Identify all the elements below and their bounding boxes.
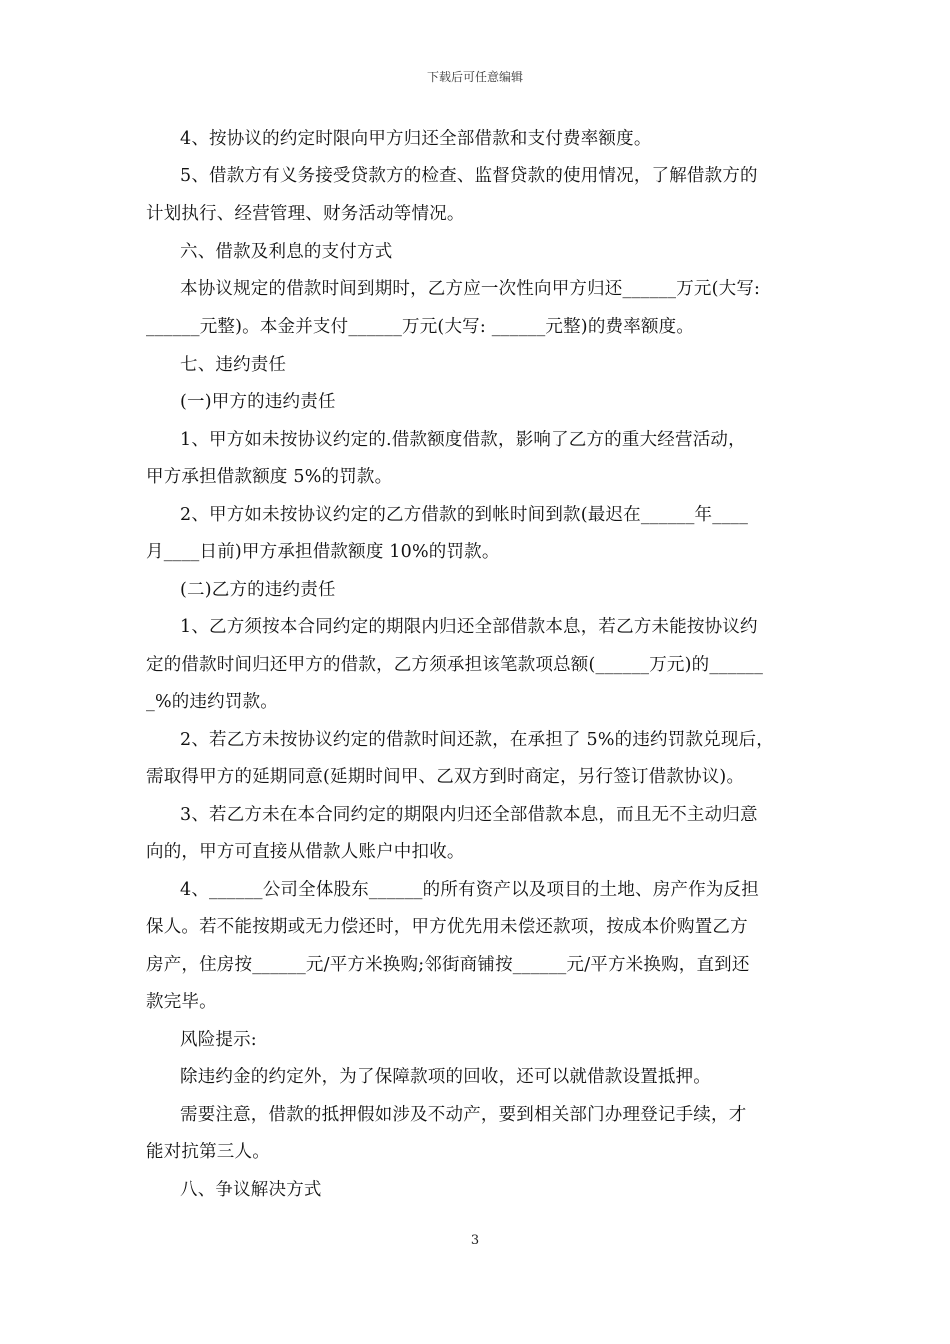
paragraph-line: 向的，甲方可直接从借款人账户中扣收。 [146,842,465,862]
paragraph-line: _%的违约罚款。 [146,692,278,712]
paragraph-line: 房产，住房按______元/平方米换购;邻街商铺按______元/平方米换购，直到还 [146,955,750,975]
paragraph-line: 需要注意，借款的抵押假如涉及不动产，要到相关部门办理登记手续，才 [180,1105,747,1125]
paragraph-line: 定的借款时间归还甲方的借款，乙方须承担该笔款项总额(______万元)的______ [146,655,764,675]
paragraph-line: 除违约金的约定外，为了保障款项的回收，还可以就借款设置抵押。 [180,1067,711,1087]
subsection-heading: 风险提示: [180,1030,257,1050]
paragraph-line: 款完毕。 [146,992,217,1012]
paragraph-line: 月____日前)甲方承担借款额度 10%的罚款。 [146,542,500,562]
paragraph-line: 1、甲方如未按协议约定的.借款额度借款，影响了乙方的重大经营活动， [180,430,746,450]
section-heading: 八、争议解决方式 [180,1180,322,1200]
paragraph-line: ______元整)。本金并支付______万元(大写: ______元整)的费率额度。 [146,317,695,337]
paragraph-line: 3、若乙方未在本合同约定的期限内归还全部借款本息，而且无不主动归意 [180,805,758,825]
section-heading: 七、违约责任 [180,355,287,375]
subsection-heading: (一)甲方的违约责任 [180,392,336,412]
paragraph-line: 需取得甲方的延期同意(延期时间甲、乙双方到时商定，另行签订借款协议)。 [146,767,745,787]
paragraph-line: 能对抗第三人。 [146,1142,270,1162]
page-header: 下载后可任意编辑 [426,70,523,84]
paragraph-line: 2、若乙方未按协议约定的借款时间还款，在承担了 5%的违约罚款兑现后， [180,730,774,750]
page-number: 3 [470,1233,480,1248]
paragraph-line: 4、按协议的约定时限向甲方归还全部借款和支付费率额度。 [180,129,652,149]
paragraph-line: 保人。若不能按期或无力偿还时，甲方优先用未偿还款项，按成本价购置乙方 [146,917,748,937]
subsection-heading: (二)乙方的违约责任 [180,580,336,600]
paragraph-line: 本协议规定的借款时间到期时，乙方应一次性向甲方归还______万元(大写: [180,279,761,299]
paragraph-line: 4、______公司全体股东______的所有资产以及项目的土地、房产作为反担 [180,880,759,900]
paragraph-line: 2、甲方如未按协议约定的乙方借款的到帐时间到款(最迟在______年____ [180,505,749,525]
paragraph-line: 1、乙方须按本合同约定的期限内归还全部借款本息，若乙方未能按协议约 [180,617,758,637]
paragraph-line: 甲方承担借款额度 5%的罚款。 [146,467,393,487]
section-heading: 六、借款及利息的支付方式 [180,242,393,262]
paragraph-line: 计划执行、经营管理、财务活动等情况。 [146,204,465,224]
paragraph-line: 5、借款方有义务接受贷款方的检查、监督贷款的使用情况，了解借款方的 [180,166,758,186]
